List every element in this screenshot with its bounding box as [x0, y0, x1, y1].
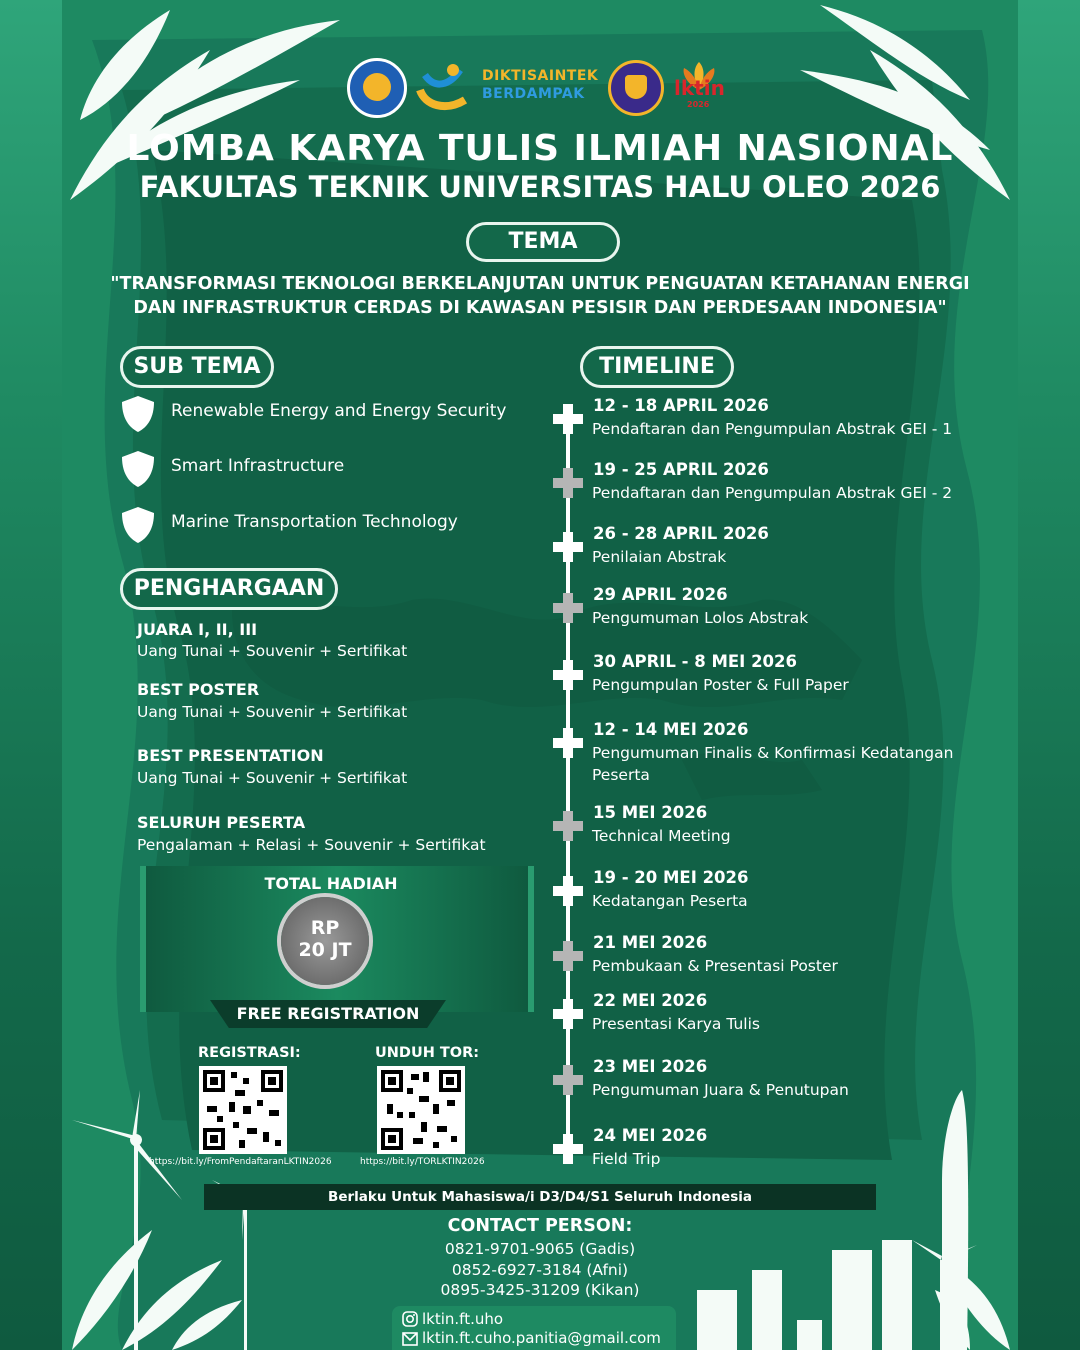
timeline-desc: Field Trip — [592, 1150, 661, 1168]
prize-amount-line2: 20 JT — [298, 939, 352, 961]
tor-label: UNDUH TOR: — [375, 1045, 480, 1061]
timeline-date: 26 - 28 APRIL 2026 — [593, 524, 769, 543]
kemdikbud-logo-icon — [347, 58, 407, 118]
award-title: JUARA I, II, III — [137, 620, 258, 639]
timeline-plus-icon — [553, 1065, 583, 1095]
timeline-plus-icon — [553, 811, 583, 841]
timeline-date: 30 APRIL - 8 MEI 2026 — [593, 652, 797, 671]
shield-icon — [120, 506, 156, 544]
subtheme-label-text: Smart Infrastructure — [171, 456, 345, 476]
main-title: LOMBA KARYA TULIS ILMIAH NASIONAL — [126, 128, 954, 169]
diktisaintek-logo-icon — [415, 60, 471, 112]
eligibility-text: Berlaku Untuk Mahasiswa/i D3/D4/S1 Seluruh Indonesia — [328, 1189, 752, 1205]
contact-phone: 0852-6927-3184 (Afni) — [451, 1261, 629, 1279]
timeline-plus-icon — [553, 468, 583, 498]
timeline-date: 24 MEI 2026 — [593, 1126, 708, 1145]
timeline-date: 21 MEI 2026 — [593, 933, 708, 952]
email-icon — [402, 1332, 418, 1346]
registration-label: REGISTRASI: — [198, 1045, 301, 1061]
timeline-date: 22 MEI 2026 — [593, 991, 708, 1010]
award-title: SELURUH PESERTA — [137, 813, 306, 832]
timeline-plus-icon — [553, 728, 583, 758]
subtheme-label-text: Marine Transportation Technology — [171, 512, 458, 532]
instagram-icon — [402, 1311, 418, 1327]
lktin-logo-text: lktin — [674, 76, 725, 100]
instagram-handle[interactable]: lktin.ft.uho — [422, 1310, 504, 1328]
theme-text: "TRANSFORMASI TEKNOLOGI BERKELANJUTAN UNTUK PENGUATAN KETAHANAN ENERGI DAN INFRASTRUKTUR CERDAS DI KAWASAN PESISIR DAN PERDESAAN INDONESIA" — [110, 274, 970, 318]
timeline-desc: Pengumuman Finalis & Konfirmasi Kedatangan Peserta — [592, 744, 954, 784]
shield-icon — [120, 395, 156, 433]
prize-amount-line1: RP — [310, 917, 340, 939]
timeline-date: 19 - 20 MEI 2026 — [593, 868, 749, 887]
lktin-year: 2026 — [687, 100, 710, 109]
lktin-logo-icon — [672, 62, 726, 110]
free-registration-text: FREE REGISTRATION — [236, 1004, 420, 1023]
award-desc: Uang Tunai + Souvenir + Sertifikat — [137, 769, 408, 787]
timeline-plus-icon — [553, 532, 583, 562]
subtheme-label: SUB TEMA — [120, 346, 274, 388]
timeline-desc: Presentasi Karya Tulis — [592, 1015, 760, 1033]
award-title: BEST PRESENTATION — [137, 746, 324, 765]
tor-url[interactable]: https://bit.ly/TORLKTIN2026 — [360, 1157, 485, 1167]
diktisaintek-line1: DIKTISAINTEK — [482, 68, 599, 84]
timeline-label: TIMELINE — [580, 346, 734, 388]
timeline-line — [566, 410, 570, 1152]
timeline-date: 29 APRIL 2026 — [593, 585, 728, 604]
timeline-plus-icon — [553, 999, 583, 1029]
timeline-desc: Pendaftaran dan Pengumpulan Abstrak GEI - 1 — [592, 420, 953, 438]
timeline-desc: Pengumpulan Poster & Full Paper — [592, 676, 849, 694]
sub-title: FAKULTAS TEKNIK UNIVERSITAS HALU OLEO 2026 — [139, 170, 941, 204]
prize-medal — [281, 897, 369, 985]
timeline-plus-icon — [553, 660, 583, 690]
timeline-plus-icon — [553, 876, 583, 906]
award-desc: Uang Tunai + Souvenir + Sertifikat — [137, 703, 408, 721]
award-desc: Uang Tunai + Souvenir + Sertifikat — [137, 642, 408, 660]
uho-seal-logo-icon — [608, 60, 664, 116]
timeline-date: 12 - 14 MEI 2026 — [593, 720, 749, 739]
contact-phone: 0895-3425-31209 (Kikan) — [440, 1281, 640, 1299]
award-title: BEST POSTER — [137, 680, 260, 699]
prize-label: TOTAL HADIAH — [264, 874, 398, 893]
diktisaintek-line2: BERDAMPAK — [482, 86, 585, 102]
shield-icon — [120, 450, 156, 488]
contact-phone: 0821-9701-9065 (Gadis) — [444, 1240, 636, 1258]
theme-label: TEMA — [466, 222, 620, 262]
timeline-desc: Pengumuman Lolos Abstrak — [592, 609, 809, 627]
timeline-plus-icon — [553, 404, 583, 434]
awards-label: PENGHARGAAN — [120, 568, 338, 610]
timeline-plus-icon — [553, 1134, 583, 1164]
contact-label: CONTACT PERSON: — [447, 1216, 633, 1236]
registration-url[interactable]: https://bit.ly/FromPendaftaranLKTIN2026 — [149, 1157, 332, 1167]
timeline-desc: Pengumuman Juara & Penutupan — [592, 1081, 849, 1099]
timeline-plus-icon — [553, 941, 583, 971]
email-address[interactable]: lktin.ft.cuho.panitia@gmail.com — [422, 1329, 661, 1347]
timeline-desc: Kedatangan Peserta — [592, 892, 748, 910]
timeline-date: 12 - 18 APRIL 2026 — [593, 396, 769, 415]
timeline-plus-icon — [553, 593, 583, 623]
timeline-desc: Penilaian Abstrak — [592, 548, 727, 566]
subtheme-label-text: Renewable Energy and Energy Security — [171, 401, 507, 421]
timeline-desc: Pendaftaran dan Pengumpulan Abstrak GEI - 2 — [592, 484, 953, 502]
timeline-desc: Technical Meeting — [592, 827, 731, 845]
timeline-desc: Pembukaan & Presentasi Poster — [592, 957, 838, 975]
tor-qr-code[interactable] — [377, 1066, 465, 1154]
timeline-date: 15 MEI 2026 — [593, 803, 708, 822]
timeline-date: 23 MEI 2026 — [593, 1057, 708, 1076]
award-desc: Pengalaman + Relasi + Souvenir + Sertifikat — [137, 836, 486, 854]
timeline-date: 19 - 25 APRIL 2026 — [593, 460, 769, 479]
registration-qr-code[interactable] — [199, 1066, 287, 1154]
